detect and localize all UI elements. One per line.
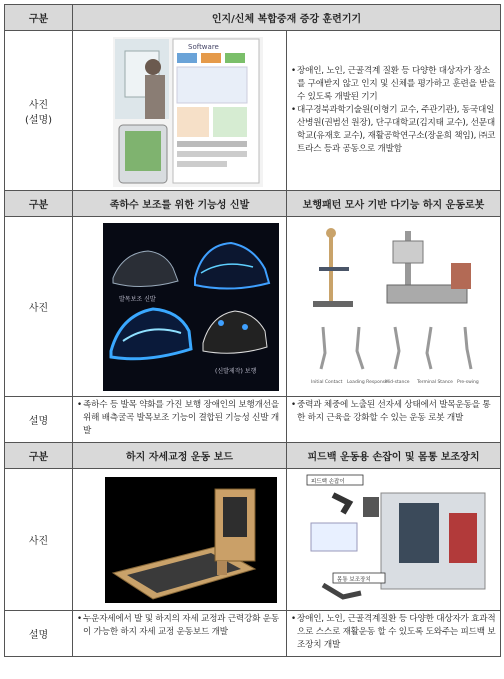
software-label: Software	[188, 43, 219, 51]
section3-left-title: 하지 자세교정 운동 보드	[73, 443, 287, 469]
section2-left-photo-cell	[73, 217, 287, 397]
gait-label-4: Pre-swing	[457, 380, 479, 385]
section3-left-description: • 누운자세에서 발 및 하지의 자세 교정과 근력강화 운동이 가능한 하지 자세 교정 운동보드 개발	[73, 611, 287, 657]
section2-right-photo-cell	[287, 217, 501, 397]
section3-left-photo-cell	[73, 469, 287, 611]
section2-left-description: • 족하수 등 발목 약화를 가진 보행 장애인의 보행개선을 위해 배측굴곡 발목보조 기능이 결합된 기능성 신발 개발	[73, 397, 287, 443]
document-table	[4, 4, 501, 657]
gait-label-1: Loading Response	[347, 380, 388, 385]
row-label-photo: 사진	[5, 217, 73, 397]
cognitive-device-photo	[113, 37, 263, 187]
posture-board-photo	[105, 477, 277, 603]
section3-right-photo-cell	[287, 469, 501, 611]
row-label-photo: 사진	[5, 469, 73, 611]
section1-title: 인지/신체 복합중재 증강 훈련기기	[73, 5, 501, 31]
gait-label-2: Mid-stance	[385, 380, 410, 385]
functional-shoe-photo	[103, 223, 279, 391]
col-header: 구분	[5, 191, 73, 217]
shoe-caption-2: (신발제작) 보행	[215, 368, 257, 375]
col-header: 구분	[5, 443, 73, 469]
section2-right-description: • 중력과 체중에 노출된 선자세 상태에서 발목운동을 통한 하지 근육을 강화할 수 있는 운동 로봇 개발	[287, 397, 501, 443]
section1-bullet-1: • 장애인, 노인, 근골격계 질환 등 다양한 대상자가 장소를 구애받지 않고 인지 및 신체를 평가하고 훈련을 받을 수 있도록 개발된 기기	[291, 66, 496, 102]
handle-label: 피드백 손잡이	[311, 479, 345, 485]
row-label-desc: 설명	[5, 611, 73, 657]
row-label-desc: 설명	[5, 397, 73, 443]
section1-bullet-2: • 대구경북과학기술원(이형기 교수, 주관기관), 동국대일산병원(권범선 원장), 단구대학교(김지태 교수), 선문대학교(유재호 교수), 재활공학연구소(장윤희 책임), ㈜코트라스 등과 공동으로 개발함	[291, 105, 496, 154]
feedback-handle-photo	[303, 473, 489, 607]
section1-photo-cell	[73, 31, 287, 191]
section3-right-title: 피드백 운동용 손잡이 및 몸통 보조장치	[287, 443, 501, 469]
trunk-label: 몸통 보조장치	[337, 577, 371, 583]
section2-right-title: 보행패턴 모사 기반 다기능 하지 운동로봇	[287, 191, 501, 217]
gait-label-3: Terminal Stance	[417, 380, 453, 385]
section2-left-title: 족하수 보조를 위한 기능성 신발	[73, 191, 287, 217]
gait-robot-photo	[301, 223, 491, 391]
shoe-caption-1: 발목보조 신발	[119, 296, 156, 303]
gait-label-0: Initial Contact	[311, 380, 343, 385]
section3-right-description: • 장애인, 노인, 근골격계질환 등 다양한 대상자가 효과적으로 스스로 재활운동 할 수 있도록 도와주는 피드백 보조장치 개발	[287, 611, 501, 657]
col-header: 구분	[5, 5, 73, 31]
row-label-photo-desc: 사진 (설명)	[5, 31, 73, 191]
section1-description	[287, 31, 501, 191]
